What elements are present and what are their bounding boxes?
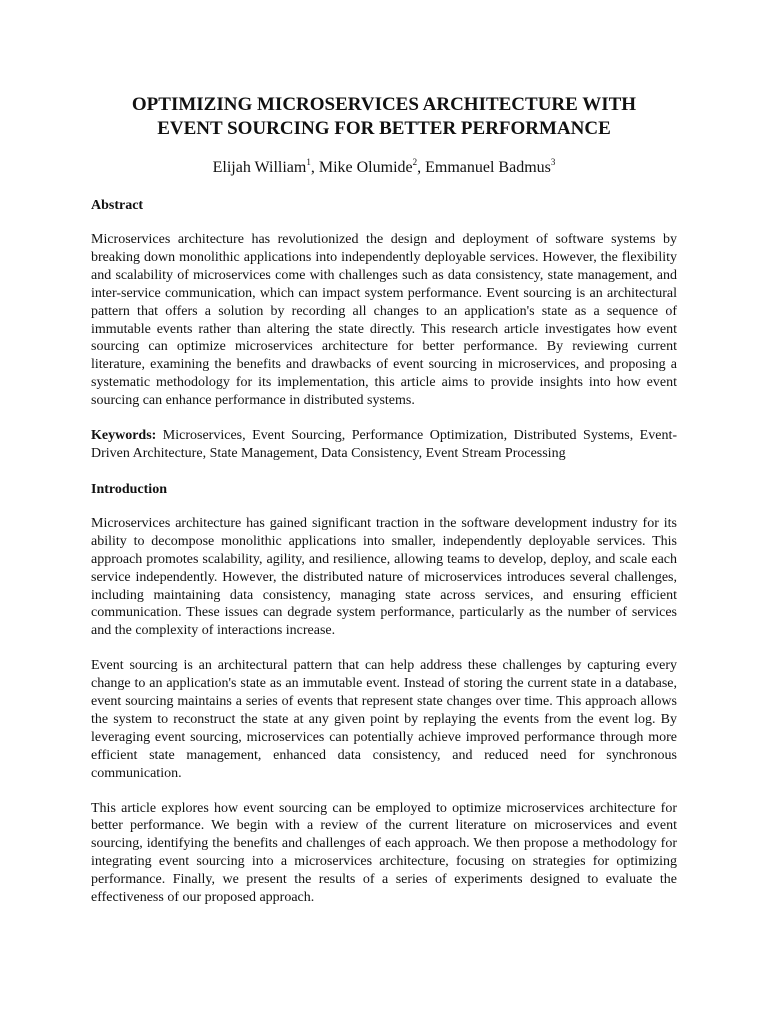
- intro-paragraph: This article explores how event sourcing can be employed to optimize microservices architecture for better performance. We begin with a review of the current literature on microservices and event sourcing, identifying the benefits and challenges of each approach. We then propose a methodology for integrating event sourcing into a microservices architecture, focusing on strategies for optimizing performance. Finally, we present the results of a series of experiments designed to evaluate the effectiveness of our proposed approach.: [91, 800, 677, 906]
- abstract-heading: Abstract: [91, 198, 144, 213]
- author-separator: ,: [417, 159, 426, 176]
- author-separator: ,: [310, 159, 319, 176]
- author-affiliation-marker: 3: [550, 157, 556, 167]
- paper-page: [91, 93, 677, 907]
- introduction-heading: Introduction: [91, 481, 167, 497]
- author-name: Elijah William: [212, 159, 307, 176]
- keywords-list: Microservices, Event Sourcing, Performance Optimization, Distributed Systems, Event-Driven Architecture, State Management, Data Consistency, Event Stream Processing: [91, 428, 677, 461]
- paper-title-line-1: OPTIMIZING MICROSERVICES ARCHITECTURE WITH: [131, 94, 637, 115]
- abstract-paragraph: Microservices architecture has revolutionized the design and deployment of software systems by breaking down monolithic applications into independently deployable services. However, the flexibility and scalability of microservices come with challenges such as data consistency, state management, and inter-service communication, which can impact system performance. Event sourcing is an architectural pattern that offers a solution by recording all changes to an application's state as a sequence of immutable events rather than altering the state directly. This research article investigates how event sourcing can optimize microservices architecture for better performance. By reviewing current literature, examining the benefits and drawbacks of event sourcing in microservices, and proposing a systematic methodology for its implementation, this article aims to provide insights into how event sourcing can enhance performance in distributed systems.: [91, 232, 677, 409]
- author-affiliation-marker: 1: [306, 157, 311, 167]
- intro-paragraph: Event sourcing is an architectural pattern that can help address these challenges by capturing every change to an application's state as an immutable event. Instead of storing the current state in a database, event sourcing maintains a series of events that represent state changes over time. This approach allows the system to reconstruct the state at any given point by replaying the events from the event log. By leveraging event sourcing, microservices can potentially achieve improved performance through more efficient state management, enhanced data consistency, and reduced need for synchronous communication.: [91, 658, 677, 781]
- intro-paragraph: Microservices architecture has gained significant traction in the software development industry for its ability to decompose monolithic applications into smaller, independently deployable services. This approach promotes scalability, agility, and resilience, allowing teams to develop, deploy, and scale each service independently. However, the distributed nature of microservices introduces several challenges, including maintaining data consistency, managing state across services, and ensuring efficient communication. These issues can degrade system performance, particularly as the number of services and the complexity of interactions increase.: [91, 515, 677, 639]
- keywords-paragraph: [91, 427, 677, 463]
- author-list: [91, 158, 677, 178]
- paper-title: [91, 93, 677, 141]
- author-name: Mike Olumide: [318, 159, 413, 176]
- author-affiliation-marker: 2: [412, 157, 418, 167]
- author-name: Emmanuel Badmus: [425, 159, 551, 176]
- keywords-label: Keywords:: [91, 428, 157, 444]
- paper-title-line-2: EVENT SOURCING FOR BETTER PERFORMANCE: [157, 118, 611, 139]
